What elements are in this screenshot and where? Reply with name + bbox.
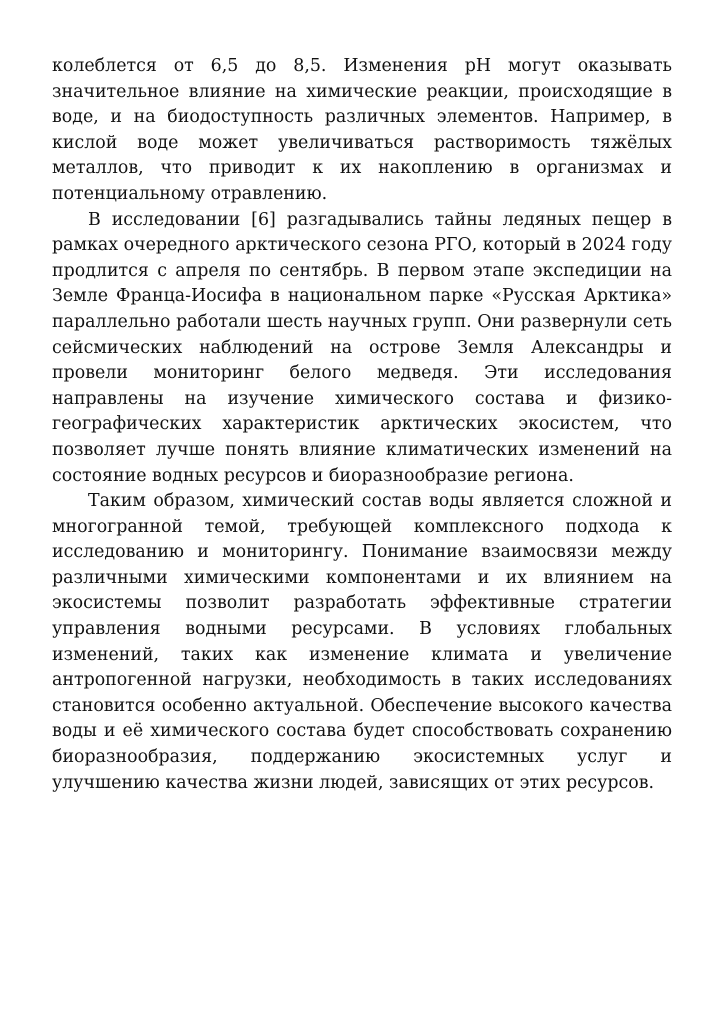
- paragraph-arctic-research: В исследовании [6] разгадывались тайны ледяных пещер в рамках очередного арктического сезона РГО, который в 2024 году продлится с апреля по сентябрь. В первом этапе экспедиции на Земле Франца-Иосифа в национальном парке «Русская Арктика» параллельно работали шесть научных групп. Они развернули сеть сейсмических наблюдений на острове Земля Александры и провели мониторинг белого медведя. Эти исследования направлены на изучение химического состава и физико-географических характеристик арктических экосистем, что позволяет лучше понять влияние климатических изменений на состояние водных ресурсов и биоразнообразие региона.: [52, 209, 672, 486]
- paragraph-conclusion: Таким образом, химический состав воды является сложной и многогранной темой, требующей комплексного подхода к исследованию и мониторингу. Понимание взаимосвязи между различными химическими компонентами и их влиянием на экосистемы позволит разработать эффективные стратегии управления водными ресурсами. В условиях глобальных изменений, таких как изменение климата и увеличение антропогенной нагрузки, необходимость в таких исследованиях становится особенно актуальной. Обеспечение высокого качества воды и её химического состава будет способствовать сохранению биоразнообразия, поддержанию экосистемных услуг и улучшению качества жизни людей, зависящих от этих ресурсов.: [52, 491, 672, 793]
- document-page: [52, 54, 672, 796]
- paragraph-ph-influence: колеблется от 6,5 до 8,5. Изменения pH могут оказывать значительное влияние на химические реакции, происходящие в воде, и на биодоступность различных элементов. Например, в кислой воде может увеличиваться растворимость тяжёлых металлов, что приводит к их накоплению в организмах и потенциальному отравлению.: [52, 56, 672, 204]
